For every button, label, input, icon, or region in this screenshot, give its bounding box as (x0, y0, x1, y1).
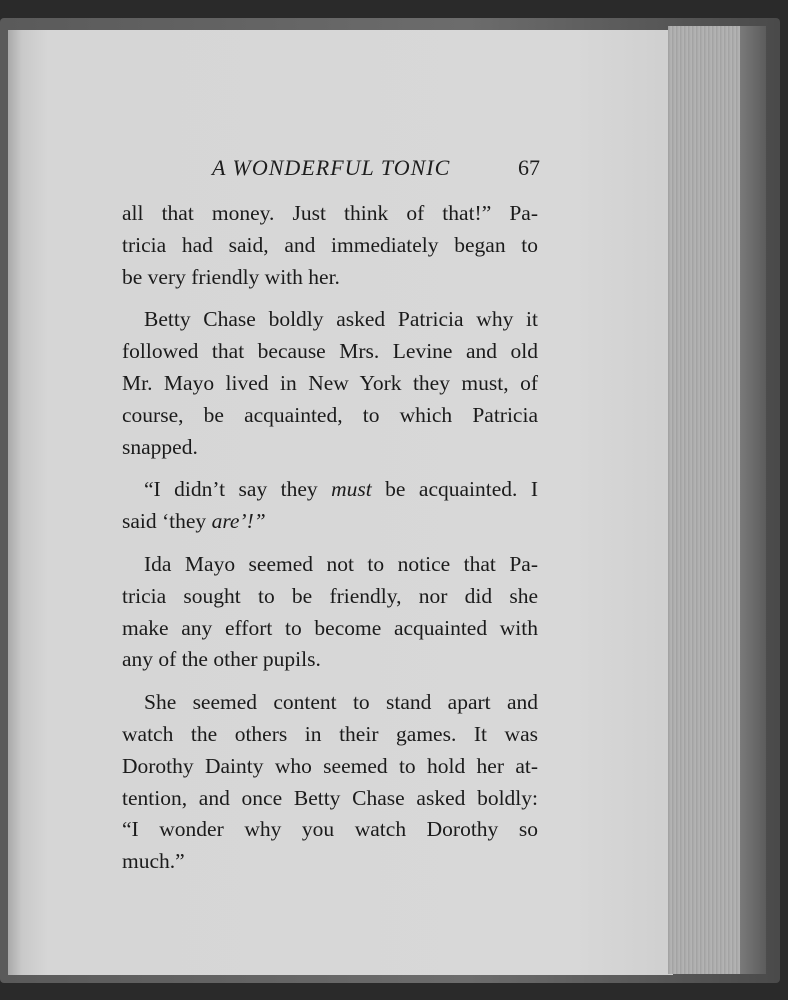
chapter-title: A WONDERFUL TONIC (212, 155, 451, 180)
text-run-italic: are’!” (211, 509, 266, 534)
text-line: Betty Chase boldly asked Patricia why it (144, 307, 538, 332)
text-line: all that money. Just think of that!” Pa- (122, 201, 538, 225)
text-line (122, 474, 538, 506)
page-number: 67 (518, 155, 540, 180)
text-line: much.” (122, 849, 185, 874)
text-line (122, 506, 538, 538)
text-line: She seemed content to stand apart and (144, 690, 538, 715)
text-line: tricia sought to be friendly, nor did she (122, 583, 538, 608)
text-line: Dorothy Dainty who seemed to hold her at- (122, 753, 538, 778)
cover-edge (740, 26, 766, 974)
text-run: said ‘they (122, 509, 212, 534)
text-line: snapped. (122, 434, 198, 459)
text-line: watch the others in their games. It was (122, 721, 538, 746)
text-line: course, be acquainted, to which Patricia (122, 402, 538, 427)
page-edges (668, 26, 746, 974)
text-line: be very friendly with her. (122, 264, 340, 289)
text-line: “I wonder why you watch Dorothy so (122, 817, 538, 842)
running-header (120, 155, 540, 187)
text-line: make any effort to become acquainted with (122, 615, 538, 640)
text-line: Mr. Mayo lived in New York they must, of (122, 370, 538, 395)
text-line: tricia had said, and immediately began to (122, 232, 538, 257)
text-line: tention, and once Betty Chase asked boldly: (122, 785, 538, 810)
text-line: Ida Mayo seemed not to notice that Pa- (144, 551, 538, 576)
text-line: any of the other pupils. (122, 647, 321, 672)
body-text (122, 198, 538, 878)
text-line: followed that because Mrs. Levine and old (122, 339, 538, 364)
text-run: “I didn’t say they (144, 477, 332, 502)
text-run: be acquainted. I (371, 477, 538, 502)
text-run-italic: must (331, 477, 372, 502)
